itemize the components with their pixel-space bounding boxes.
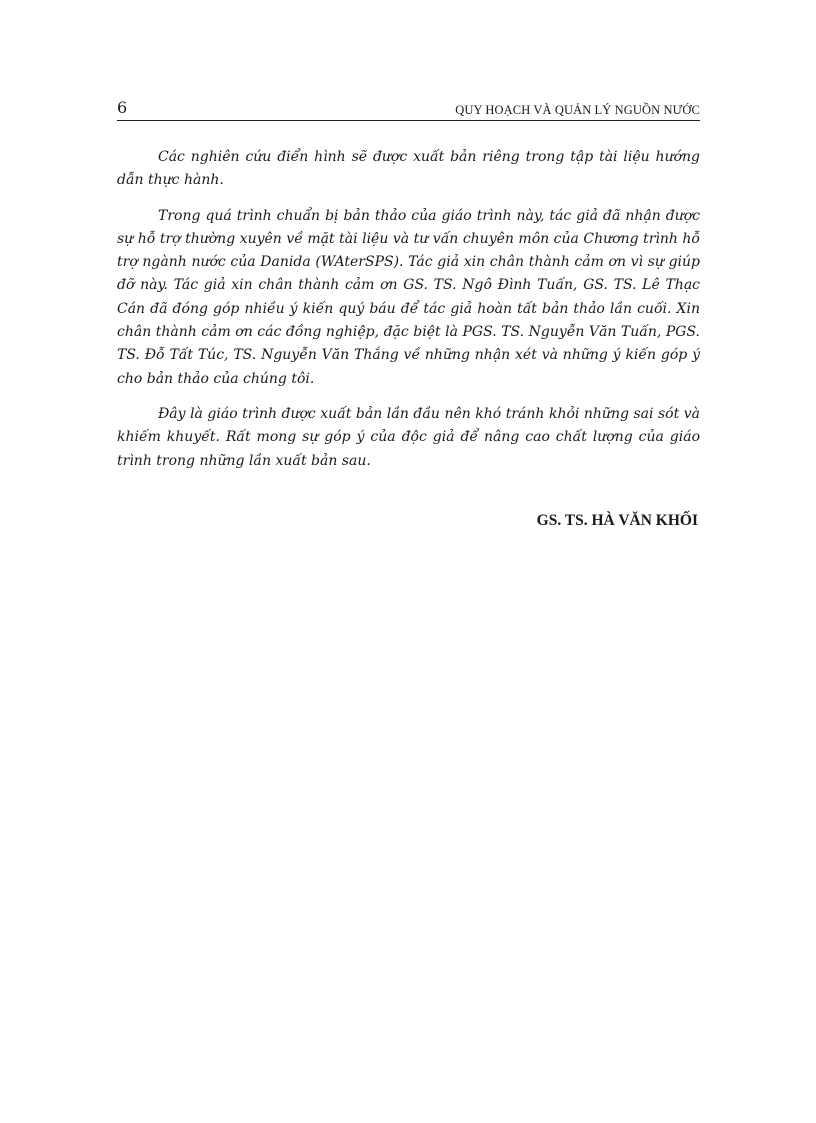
page-header bbox=[117, 98, 700, 121]
running-title: QUY HOẠCH VÀ QUẢN LÝ NGUỒN NƯỚC bbox=[455, 103, 700, 117]
paragraph-case-studies: Các nghiên cứu điển hình sẽ được xuất bản riêng trong tập tài liệu hướng dẫn thực hành. bbox=[117, 149, 700, 189]
body-text bbox=[117, 146, 700, 485]
paragraph-acknowledgements: Trong quá trình chuẩn bị bản thảo của giáo trình này, tác giả đã nhận được sự hỗ trợ thường xuyên về mặt tài liệu và tư vấn chuyên môn của Chương trình hỗ trợ ngành nước của Danida (WAterSPS). Tác giả xin chân thành cảm ơn vì sự giúp đỡ này. Tác giả xin chân thành cảm ơn GS. TS. Ngô Đình Tuấn, GS. TS. Lê Thạc Cán đã đóng góp nhiều ý kiến quý báu để tác giả hoàn tất bản thảo lần cuối. Xin chân thành cảm ơn các đồng nghiệp, đặc biệt là PGS. TS. Nguyễn Văn Tuấn, PGS. TS. Đỗ Tất Túc, TS. Nguyễn Văn Thắng về những nhận xét và những ý kiến góp ý cho bản thảo của chúng tôi. bbox=[117, 207, 700, 387]
page-number: 6 bbox=[117, 98, 128, 117]
author-signature: GS. TS. HÀ VĂN KHỐI bbox=[536, 512, 698, 529]
paragraph-first-edition: Đây là giáo trình được xuất bản lần đầu nên khó tránh khỏi những sai sót và khiếm khuyết. Rất mong sự góp ý của độc giả để nâng cao chất lượng của giáo trình trong những lần xuất bản sau. bbox=[117, 405, 700, 469]
